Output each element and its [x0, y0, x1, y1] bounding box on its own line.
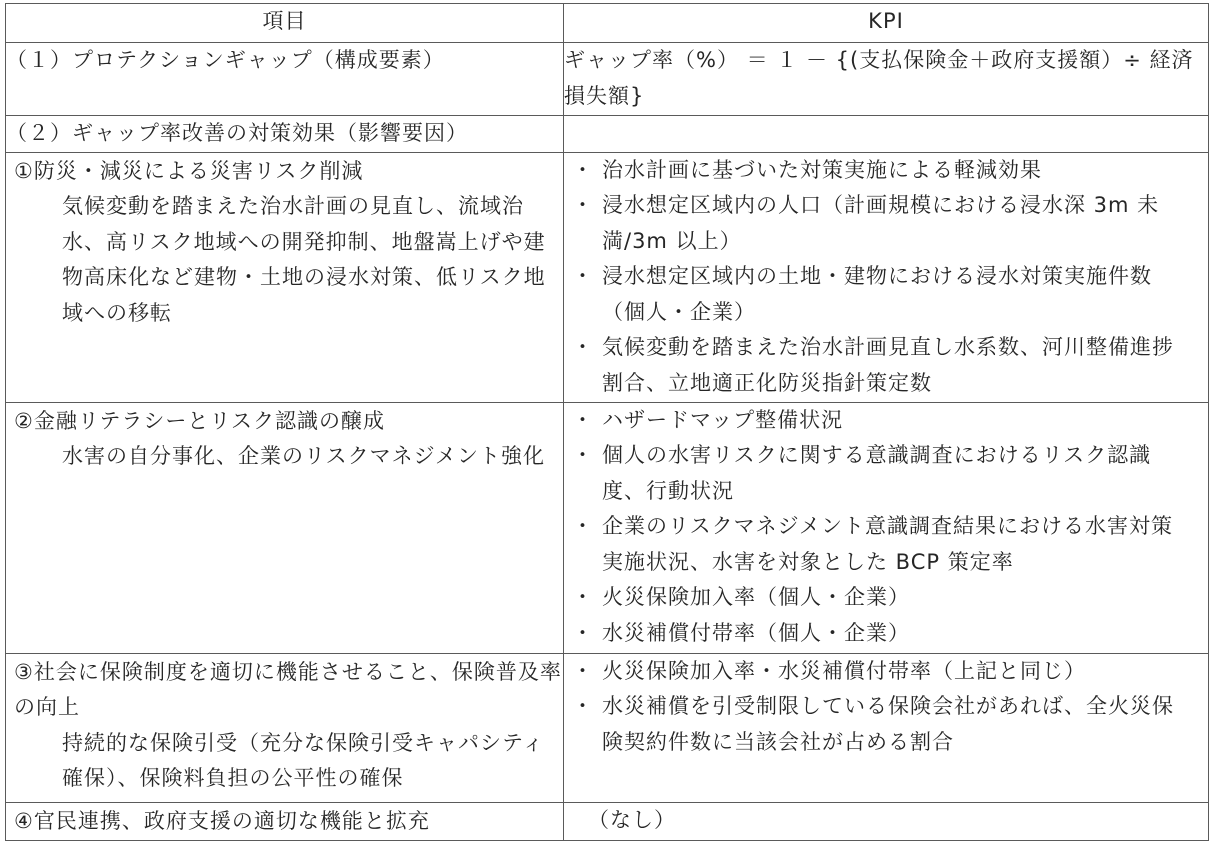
table-row: [6, 802, 1209, 840]
kpi-list: [564, 403, 1208, 652]
list-item: ・ 企業のリスクマネジメント意識調査結果における水害対策実施状況、水害を対象とした BCP 策定率: [580, 509, 1194, 580]
kpi-cell: [564, 152, 1209, 402]
item-title: ①防災・減災による災害リスク削減: [14, 158, 364, 183]
header-item: 項目: [6, 4, 564, 43]
item-cell: [6, 653, 564, 802]
list-item: ・ 火災保険加入率・水災補償付帯率（上記と同じ）: [580, 654, 1194, 690]
table-row: [6, 116, 1209, 153]
list-item: ・ 気候変動を踏まえた治水計画見直し水系数、河川整備進捗割合、立地適正化防災指針策定数: [580, 330, 1194, 401]
section2-label: [6, 116, 564, 153]
list-item: ・ 浸水想定区域内の土地・建物における浸水対策実施件数（個人・企業）: [580, 259, 1194, 330]
list-item: ・ 浸水想定区域内の人口（計画規模における浸水深 3m 未満/3m 以上）: [580, 188, 1194, 259]
table-row: [6, 402, 1209, 653]
item-cell: [6, 802, 564, 840]
item-body: 持続的な保険引受（充分な保険引受キャパシティ確保）、保険料負担の公平性の確保: [62, 730, 545, 790]
item-cell: [6, 402, 564, 653]
item-title: ②金融リテラシーとリスク認識の醸成: [14, 408, 385, 433]
item-body: 水害の自分事化、企業のリスクマネジメント強化: [62, 444, 545, 468]
table-row: [6, 43, 1209, 116]
kpi-cell: [564, 653, 1209, 802]
kpi-list: [564, 153, 1208, 402]
kpi-none: （なし）: [588, 807, 676, 832]
gap-rate-formula: [564, 43, 1209, 116]
protection-gap-label: [6, 43, 564, 116]
list-item: ・ 個人の水害リスクに関する意識調査におけるリスク認識度、行動状況: [580, 438, 1194, 509]
section2-kpi-empty: [564, 116, 1209, 153]
list-item: ・ ハザードマップ整備状況: [580, 403, 1194, 439]
kpi-cell: [564, 402, 1209, 653]
list-item: ・ 水災補償付帯率（個人・企業）: [580, 616, 1194, 652]
table-row: [6, 152, 1209, 402]
item-body: 気候変動を踏まえた治水計画の見直し、流域治水、高リスク地域への開発抑制、地盤嵩上げや建物高床化など建物・土地の浸水対策、低リスク地域への移転: [62, 194, 546, 325]
kpi-table: [5, 3, 1209, 841]
table-row: [6, 653, 1209, 802]
item-cell: [6, 152, 564, 402]
header-kpi: KPI: [564, 4, 1209, 43]
list-item: ・ 火災保険加入率（個人・企業）: [580, 580, 1194, 616]
kpi-list: [564, 654, 1208, 761]
section2-text: （２）ギャップ率改善の対策効果（影響要因）: [6, 121, 468, 145]
list-item: ・ 治水計画に基づいた対策実施による軽減効果: [580, 153, 1194, 189]
gap-rate-formula-text: ギャップ率（%） ＝ １ － {(支払保険金＋政府支援額）÷ 経済損失額}: [564, 48, 1194, 108]
list-item: ・ 水災補償を引受制限している保険会社があれば、全火災保険契約件数に当該会社が占める割合: [580, 689, 1194, 760]
item-title: ④官民連携、政府支援の適切な機能と拡充: [14, 808, 430, 833]
header-row: [6, 4, 1209, 43]
kpi-cell: [564, 802, 1209, 840]
item-title: ③社会に保険制度を適切に機能させること、保険普及率の向上: [14, 659, 562, 719]
protection-gap-text: （１）プロテクションギャップ（構成要素）: [6, 48, 445, 72]
